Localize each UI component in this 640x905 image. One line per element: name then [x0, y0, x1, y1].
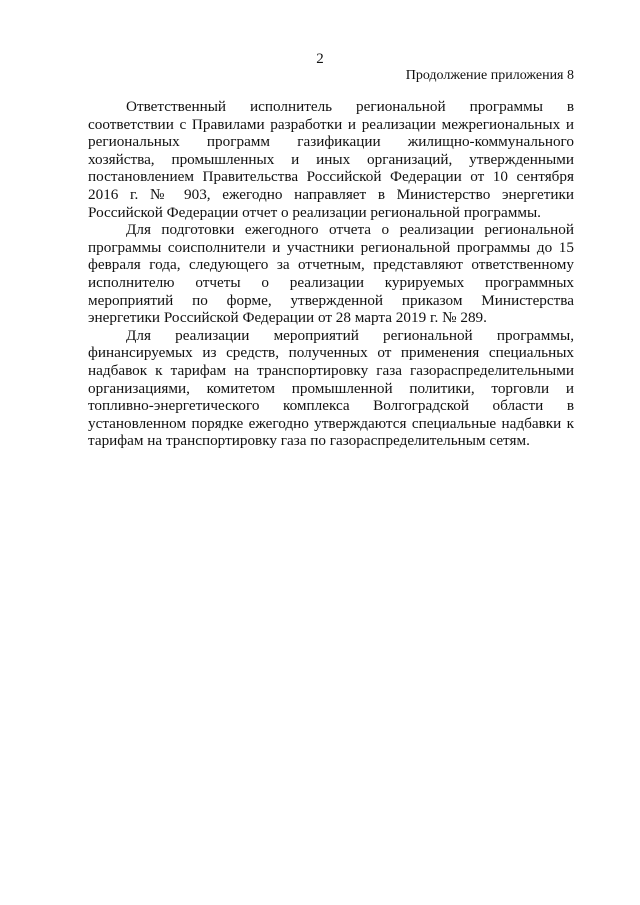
- document-body: [88, 98, 574, 450]
- paragraph-report-submission: Ответственный исполнитель региональной программы в соответствии с Правилами разработки и реализации межрегиональных и региональных программ газификации жилищно-коммунального хозяйства, промышленных и иных организаций, утвержденными постановлением Правительства Российской Федерации от 10 сентября 2016 г. № 903, ежегодно направляет в Министерство энергетики Российской Федерации отчет о реализации региональной программы.: [88, 98, 574, 221]
- page-number: 2: [316, 51, 324, 67]
- paragraph-annual-report-preparation: Для подготовки ежегодного отчета о реализации региональной программы соисполнители и участники региональной программы до 15 февраля года, следующего за отчетным, представляют ответственному исполнителю отчеты о реализации курируемых программных мероприятий по форме, утвержденной приказом Министерства энергетики Российской Федерации от 28 марта 2019 г. № 289.: [88, 221, 574, 327]
- appendix-continuation-label: Продолжение приложения 8: [405, 68, 574, 83]
- paragraph-tariff-surcharges: Для реализации мероприятий региональной программы, финансируемых из средств, полученных от применения специальных надбавок к тарифам на транспортировку газа газораспределительными организациями, комитетом промышленной политики, торговли и топливно-энергетического комплекса Волгоградской области в установленном порядке ежегодно утверждаются специальные надбавки к тарифам на транспортировку газа по газораспределительным сетям.: [88, 326, 574, 450]
